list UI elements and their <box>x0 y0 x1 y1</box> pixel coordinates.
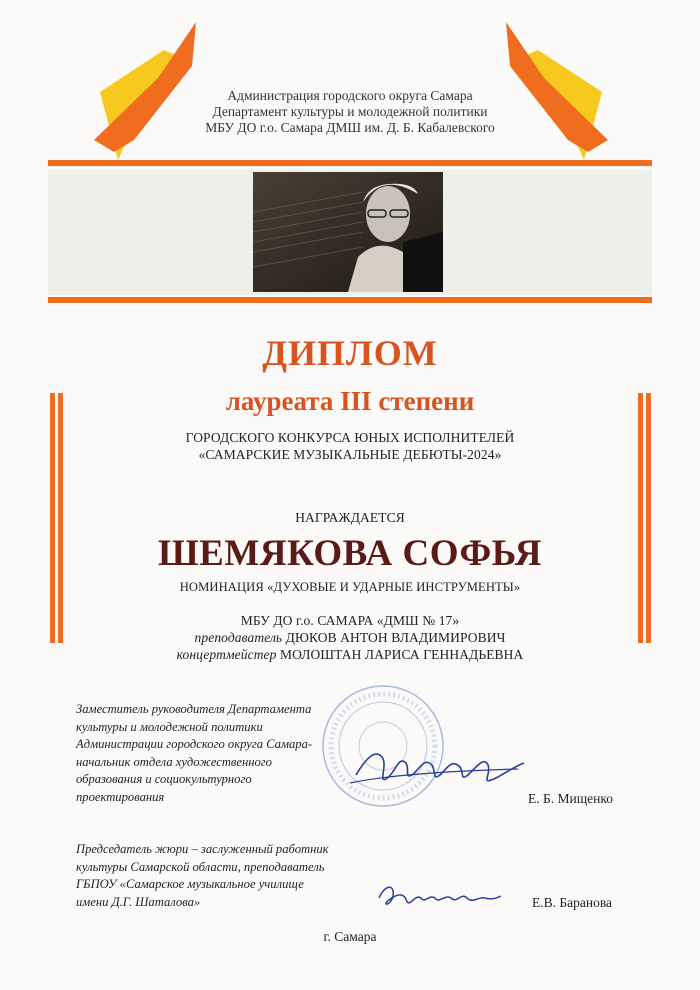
signature-2 <box>375 880 505 916</box>
teacher-name: ДЮКОВ АНТОН ВЛАДИМИРОВИЧ <box>285 630 506 645</box>
school-line: МБУ ДО г.о. САМАРА «ДМШ № 17» <box>240 613 460 628</box>
accompanist-name: МОЛОШТАН ЛАРИСА ГЕННАДЬЕВНА <box>279 647 524 662</box>
degree-title: лауреата III степени <box>225 386 475 416</box>
city-footer: г. Самара <box>323 929 377 944</box>
accompanist-line <box>0 647 700 663</box>
contest-line-1: ГОРОДСКОГО КОНКУРСА ЮНЫХ ИСПОЛНИТЕЛЕЙ <box>185 430 515 445</box>
diploma-title: ДИПЛОМ <box>262 333 438 373</box>
laureate-name: ШЕМЯКОВА СОФЬЯ <box>158 533 542 574</box>
nomination: НОМИНАЦИЯ «ДУХОВЫЕ И УДАРНЫЕ ИНСТРУМЕНТЫ» <box>179 580 521 594</box>
header-department-line: Департамент культуры и молодежной политики <box>212 104 488 119</box>
awarded-label: НАГРАЖДАЕТСЯ <box>295 510 405 525</box>
accompanist-role: концертмейстер <box>176 647 277 662</box>
signatory-1-position: Заместитель руководителя Департамента культуры и молодежной политики Администрации городского округа Самара- начальник отдела художественного образования и социокультурного проектирования <box>76 702 313 804</box>
top-band-line <box>48 160 652 166</box>
bottom-band-line <box>48 297 652 303</box>
teacher-role: преподаватель <box>194 630 283 645</box>
signatory-2-position: Председатель жюри – заслуженный работник культуры Самарской области, преподаватель ГБПОУ «Самарское музыкальное училище имени Д.Г. Шаталова» <box>76 842 329 909</box>
teacher-line <box>0 630 700 646</box>
header-org-line: Администрация городского округа Самара <box>227 88 473 103</box>
signature-1 <box>348 735 528 795</box>
header-school-line: МБУ ДО г.о. Самара ДМШ им. Д. Б. Кабалевского <box>205 120 495 135</box>
signatory-2-name: Е.В. Баранова <box>532 895 613 910</box>
signatory-1-name: Е. Б. Мищенко <box>528 791 613 806</box>
contest-line-2: «САМАРСКИЕ МУЗЫКАЛЬНЫЕ ДЕБЮТЫ-2024» <box>198 447 502 462</box>
portrait-photo <box>253 172 443 292</box>
